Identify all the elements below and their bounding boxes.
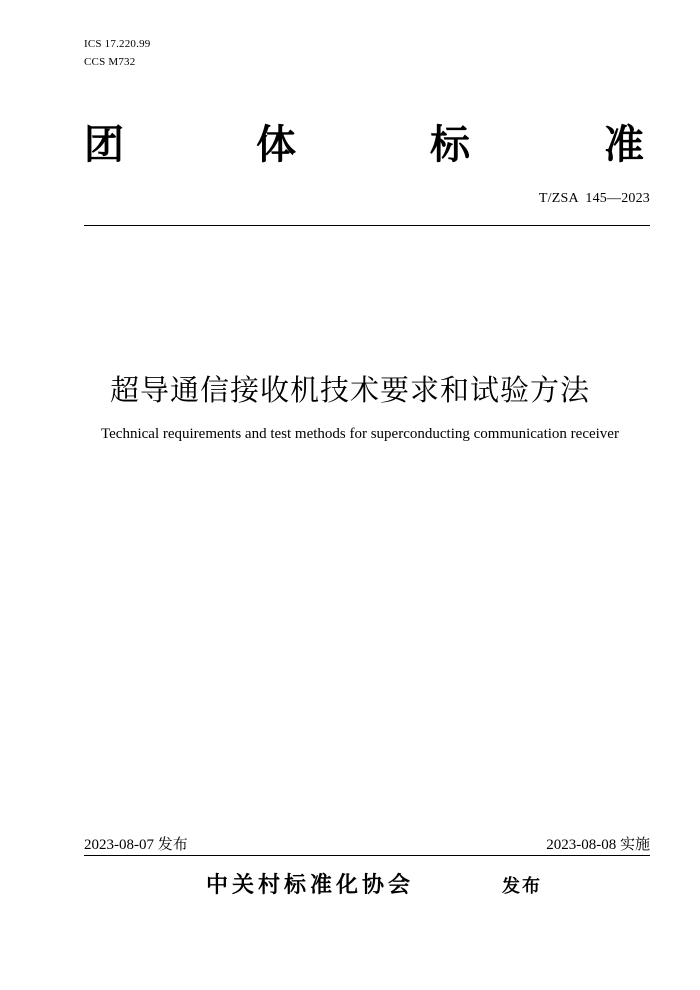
- implement-date-line: [546, 834, 650, 855]
- standard-type-char-2: 体: [256, 122, 296, 168]
- bottom-divider: [84, 855, 650, 856]
- ics-code: ICS 17.220.99: [84, 38, 151, 50]
- standard-type-char-4: 准: [604, 122, 644, 168]
- publisher-action: 发布: [502, 876, 542, 897]
- issue-label: 发布: [157, 835, 188, 853]
- issue-date-line: [84, 834, 188, 855]
- standard-type-char-1: 团: [84, 122, 124, 168]
- standard-type-char-3: 标: [430, 122, 470, 168]
- implement-date: 2023-08-08: [546, 837, 617, 853]
- standard-code: T/ZSA 145—2023: [538, 191, 650, 206]
- title-english: Technical requirements and test methods for superconducting communication receiver: [101, 426, 619, 442]
- publisher-organization: 中关村标准化协会: [206, 873, 415, 898]
- title-chinese: 超导通信接收机技术要求和试验方法: [109, 373, 590, 407]
- top-divider: [84, 225, 650, 226]
- ccs-code: CCS M732: [84, 56, 136, 68]
- issue-date: 2023-08-07: [84, 837, 154, 853]
- implement-label: 实施: [619, 835, 650, 853]
